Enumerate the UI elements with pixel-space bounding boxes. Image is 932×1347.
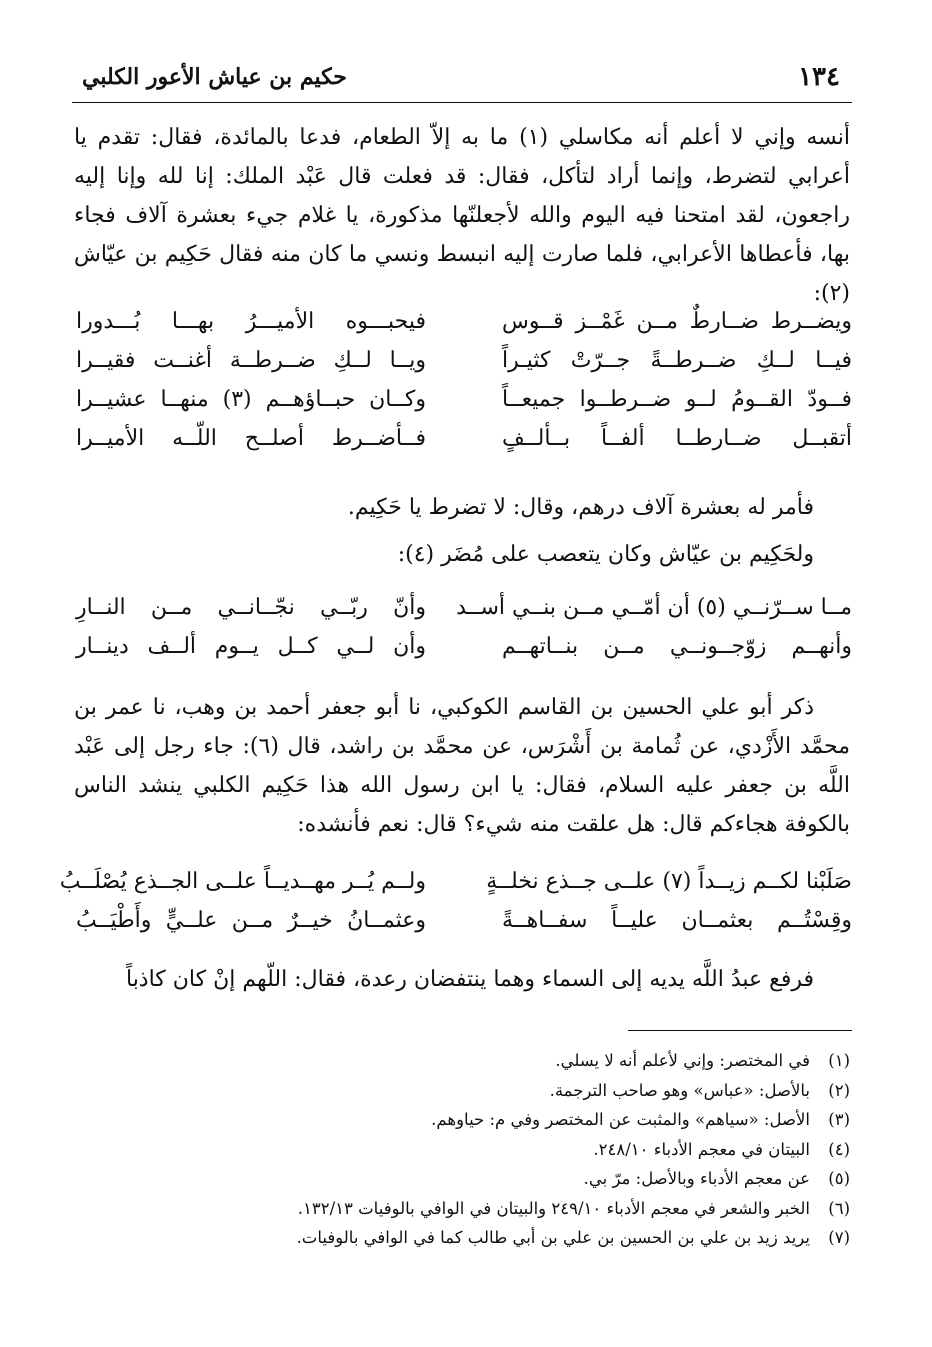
verse-first-hemistich: ويضــرط ضــارطٌ مــن غَمْــز قــوس	[502, 309, 852, 334]
verse-second-hemistich: فيحبـــوه الأميـــرُ بهـــا بُـــدورا	[76, 309, 426, 334]
footnotes	[74, 1046, 850, 1253]
paragraph-narration: ذكر أبو علي الحسين بن القاسم الكوكبي، نا أبو جعفر أحمد بن وهب، نا عمر بن محمَّد الأَزْدي، عن ثُمامة بن أَشْرَس، عن محمَّد بن راشد، قال (٦): جاء رجل إلى عَبْد اللَّه بن جعفر عليه السلام، فقال: يا ابن رسول الله هذا حَكِيم الكلبي ينشد الناس بالكوفة هجاءكم قال: هل علقت منه شيء؟ قال: نعم فأنشده:	[74, 695, 851, 837]
footnote	[74, 1105, 850, 1135]
verse	[76, 901, 852, 940]
footnote-text: الأصل: «سياهم» والمثبت عن المختصر وفي م: حياوهم.	[431, 1110, 810, 1129]
page-number: ١٣٤	[798, 62, 840, 92]
footnote-number: (٤)	[828, 1139, 850, 1159]
footnote	[74, 1135, 850, 1165]
footnote-text: يريد زيد بن علي بن الحسين بن علي بن أبي طالب كما في الوافي بالوفيات.	[296, 1228, 810, 1247]
verse-first-hemistich: أتقبــل ضــارطــا ألفــاً بــألــفٍ	[502, 426, 852, 451]
footnote-number: (٥)	[828, 1169, 850, 1188]
footnote-text: في المختصر: وإني لأعلم أنه لا يسلي.	[555, 1051, 810, 1070]
verse-first-hemistich: وأنهــم زوّجــونــي مــن بنــاتهــم	[502, 634, 852, 659]
verse	[76, 419, 852, 458]
paragraph-intro-poem-2: ولحَكِيم بن عيّاش وكان يتعصب على مُضَر (٤):	[397, 542, 814, 567]
verse	[59, 862, 852, 901]
verse-second-hemistich: ولــم يُــر مهــديــاً علــى الجــذع يُصْلَــبُ	[59, 869, 426, 894]
running-title: حكيم بن عياش الأعور الكلبي	[82, 64, 347, 90]
footnote	[74, 1223, 850, 1253]
verse-second-hemistich: فــأضــرط أصلــح اللّــه الأميــرا	[76, 426, 426, 451]
footnote-text: بالأصل: «عباس» وهو صاحب الترجمة.	[549, 1080, 810, 1100]
paragraph-opening: أنسه وإني لا أعلم أنه مكاسلي (١) ما به إلاّ الطعام، فدعا بالمائدة، فقال: تقدم يا أعرابي لتضرط، وإنما أراد لتأكل، فقال: قد فعلت قال عَبْد الملك: إنا لله وإنا إليه راجعون، لقد امتحنا فيه اليوم والله لأجعلنّها مذكورة، يا غلام جيء بعشرة آلاف فجاء بها، فأعطاها الأعرابي، فلما صارت إليه انبسط ونسي ما كان منه فقال حَكِيم بن عيّاش (٢):	[74, 125, 850, 306]
verse	[76, 341, 852, 380]
footnote-number: (٢)	[828, 1080, 850, 1100]
footnote	[74, 1076, 850, 1106]
paragraph-reward: فأمر له بعشرة آلاف درهم، وقال: لا تضرط يا حَكِيم.	[347, 495, 814, 520]
page-header	[72, 52, 852, 103]
footnote	[74, 1046, 850, 1076]
verse	[76, 627, 852, 666]
verse-second-hemistich: وأنّ ربّــي نجّــانــي مــن النــارِ	[76, 595, 426, 620]
footnote	[74, 1194, 850, 1224]
verse-second-hemistich: وكــان حبــاؤهــم (٣) منهــا عشيــرا	[76, 387, 426, 412]
verse	[76, 588, 852, 627]
verse	[76, 302, 852, 341]
verse-first-hemistich: صَلَبْنا لكــم زيــداً (٧) علــى جــذع نخلــةٍ	[486, 869, 852, 894]
paragraph-closing: فرفع عبدُ اللَّه يديه إلى السماء وهما ينتفضان رعدة، فقال: اللّهم إنْ كان كاذباً	[125, 967, 814, 992]
footnote-number: (٣)	[828, 1110, 850, 1129]
footnote-number: (١)	[828, 1051, 850, 1070]
footnote-number: (٦)	[828, 1198, 850, 1218]
verse-second-hemistich: ويــا لــكِ ضــرطــة أغنــت فقيــرا	[76, 348, 426, 373]
verse-second-hemistich: وأن لــي كــل يــوم ألــف دينــار	[76, 634, 426, 659]
verse-first-hemistich: فــودّ القــومُ لــو ضــرطــوا جميعــاً	[502, 387, 852, 412]
footnote-divider	[628, 1030, 852, 1031]
footnote	[74, 1164, 850, 1194]
poem-1	[76, 302, 852, 458]
verse-first-hemistich: وقِسْتُــم بعثمــان عليــاً سفــاهــةً	[502, 908, 852, 933]
footnote-number: (٧)	[828, 1228, 850, 1247]
verse-second-hemistich: وعثمــانُ خيــرٌ مــن علــيٍّ وأَطْيَــبُ	[76, 908, 426, 933]
footnote-text: عن معجم الأدباء وبالأصل: مرّ بي.	[583, 1169, 810, 1188]
verse	[76, 380, 852, 419]
poem-3	[59, 862, 852, 940]
verse-first-hemistich: مــا ســرّنــي (٥) أن أمّــي مــن بنــي أســد	[456, 595, 852, 620]
footnote-text: البيتان في معجم الأدباء ٢٤٨/١٠.	[593, 1139, 810, 1159]
verse-first-hemistich: فيــا لــكِ ضــرطــةً جــرّتْ كثيـراً	[502, 348, 852, 373]
footnote-text: الخبر والشعر في معجم الأدباء ٢٤٩/١٠ والبيتان في الوافي بالوفيات ١٣٢/١٣.	[297, 1198, 810, 1218]
poem-2	[76, 588, 852, 666]
